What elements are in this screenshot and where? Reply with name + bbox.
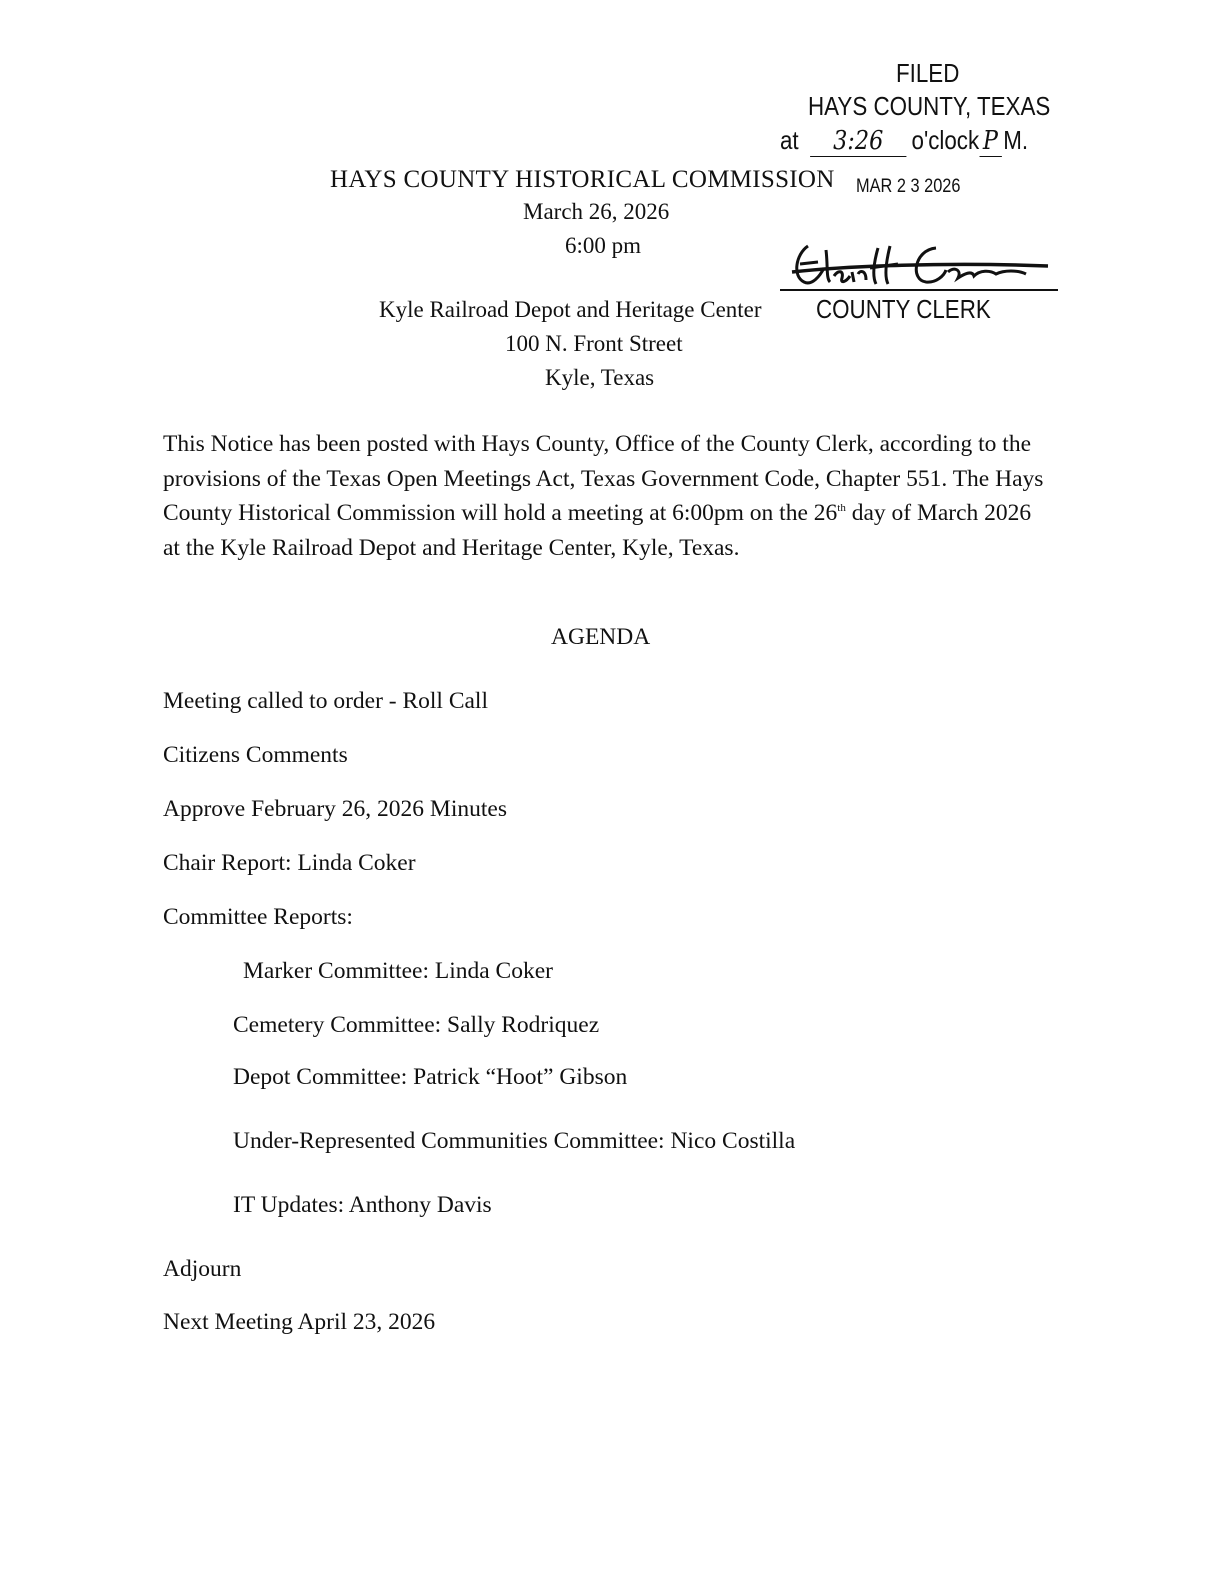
agenda-item: Approve February 26, 2026 Minutes — [163, 796, 507, 822]
stamp-clerk-label: COUNTY CLERK — [816, 294, 991, 324]
notice-text: This Notice has been posted with Hays County, Office of the County Clerk, according to the provisions of the Texas Open Meetings Act, Texas Government Code, Chapter 551. The Hays County Historical Commission will hold a meeting at 6:00pm on the 26 — [163, 431, 1044, 526]
agenda-item: Committee Reports: — [163, 904, 353, 930]
stamp-date: MAR 2 3 2026 — [856, 176, 961, 197]
notice-sup: th — [837, 502, 846, 515]
clerk-signature — [786, 236, 1056, 296]
stamp-filed: FILED — [896, 58, 960, 88]
committee-item: Cemetery Committee: Sally Rodriquez — [233, 1012, 600, 1038]
agenda-heading: AGENDA — [551, 624, 651, 650]
location-city: Kyle, Texas — [545, 365, 655, 390]
committee-item: Under-Represented Communities Committee: Nico Costilla — [233, 1128, 796, 1154]
notice-text-end: day of March 2026 at the Kyle Railroad Depot and Heritage Center, Kyle, Texas. — [163, 500, 1032, 561]
committee-item: Marker Committee: Linda Coker — [243, 958, 553, 984]
notice-paragraph — [163, 427, 1053, 565]
stamp-time-line — [780, 125, 1028, 157]
committee-item: IT Updates: Anthony Davis — [233, 1192, 492, 1218]
location-name: Kyle Railroad Depot and Heritage Center — [379, 297, 762, 322]
agenda-item: Meeting called to order - Roll Call — [163, 688, 488, 714]
committee-item: Depot Committee: Patrick “Hoot” Gibson — [233, 1064, 628, 1090]
stamp-oclock: o'clock — [911, 125, 980, 155]
stamp-at: at — [780, 125, 799, 155]
stamp-county: HAYS COUNTY, TEXAS — [808, 91, 1051, 121]
agenda-item: Chair Report: Linda Coker — [163, 850, 416, 876]
stamp-m: M. — [1003, 125, 1029, 155]
signature-line — [780, 289, 1058, 291]
agenda-item: Citizens Comments — [163, 742, 348, 768]
agenda-adjourn: Adjourn — [163, 1256, 242, 1282]
next-meeting: Next Meeting April 23, 2026 — [163, 1309, 436, 1335]
meeting-date: March 26, 2026 — [523, 199, 670, 224]
stamp-handwritten-meridiem: P — [982, 126, 998, 156]
location-street: 100 N. Front Street — [505, 331, 683, 356]
stamp-handwritten-time: 3:26 — [833, 126, 884, 156]
meeting-time: 6:00 pm — [565, 233, 642, 258]
page-title: HAYS COUNTY HISTORICAL COMMISSION — [330, 166, 835, 193]
